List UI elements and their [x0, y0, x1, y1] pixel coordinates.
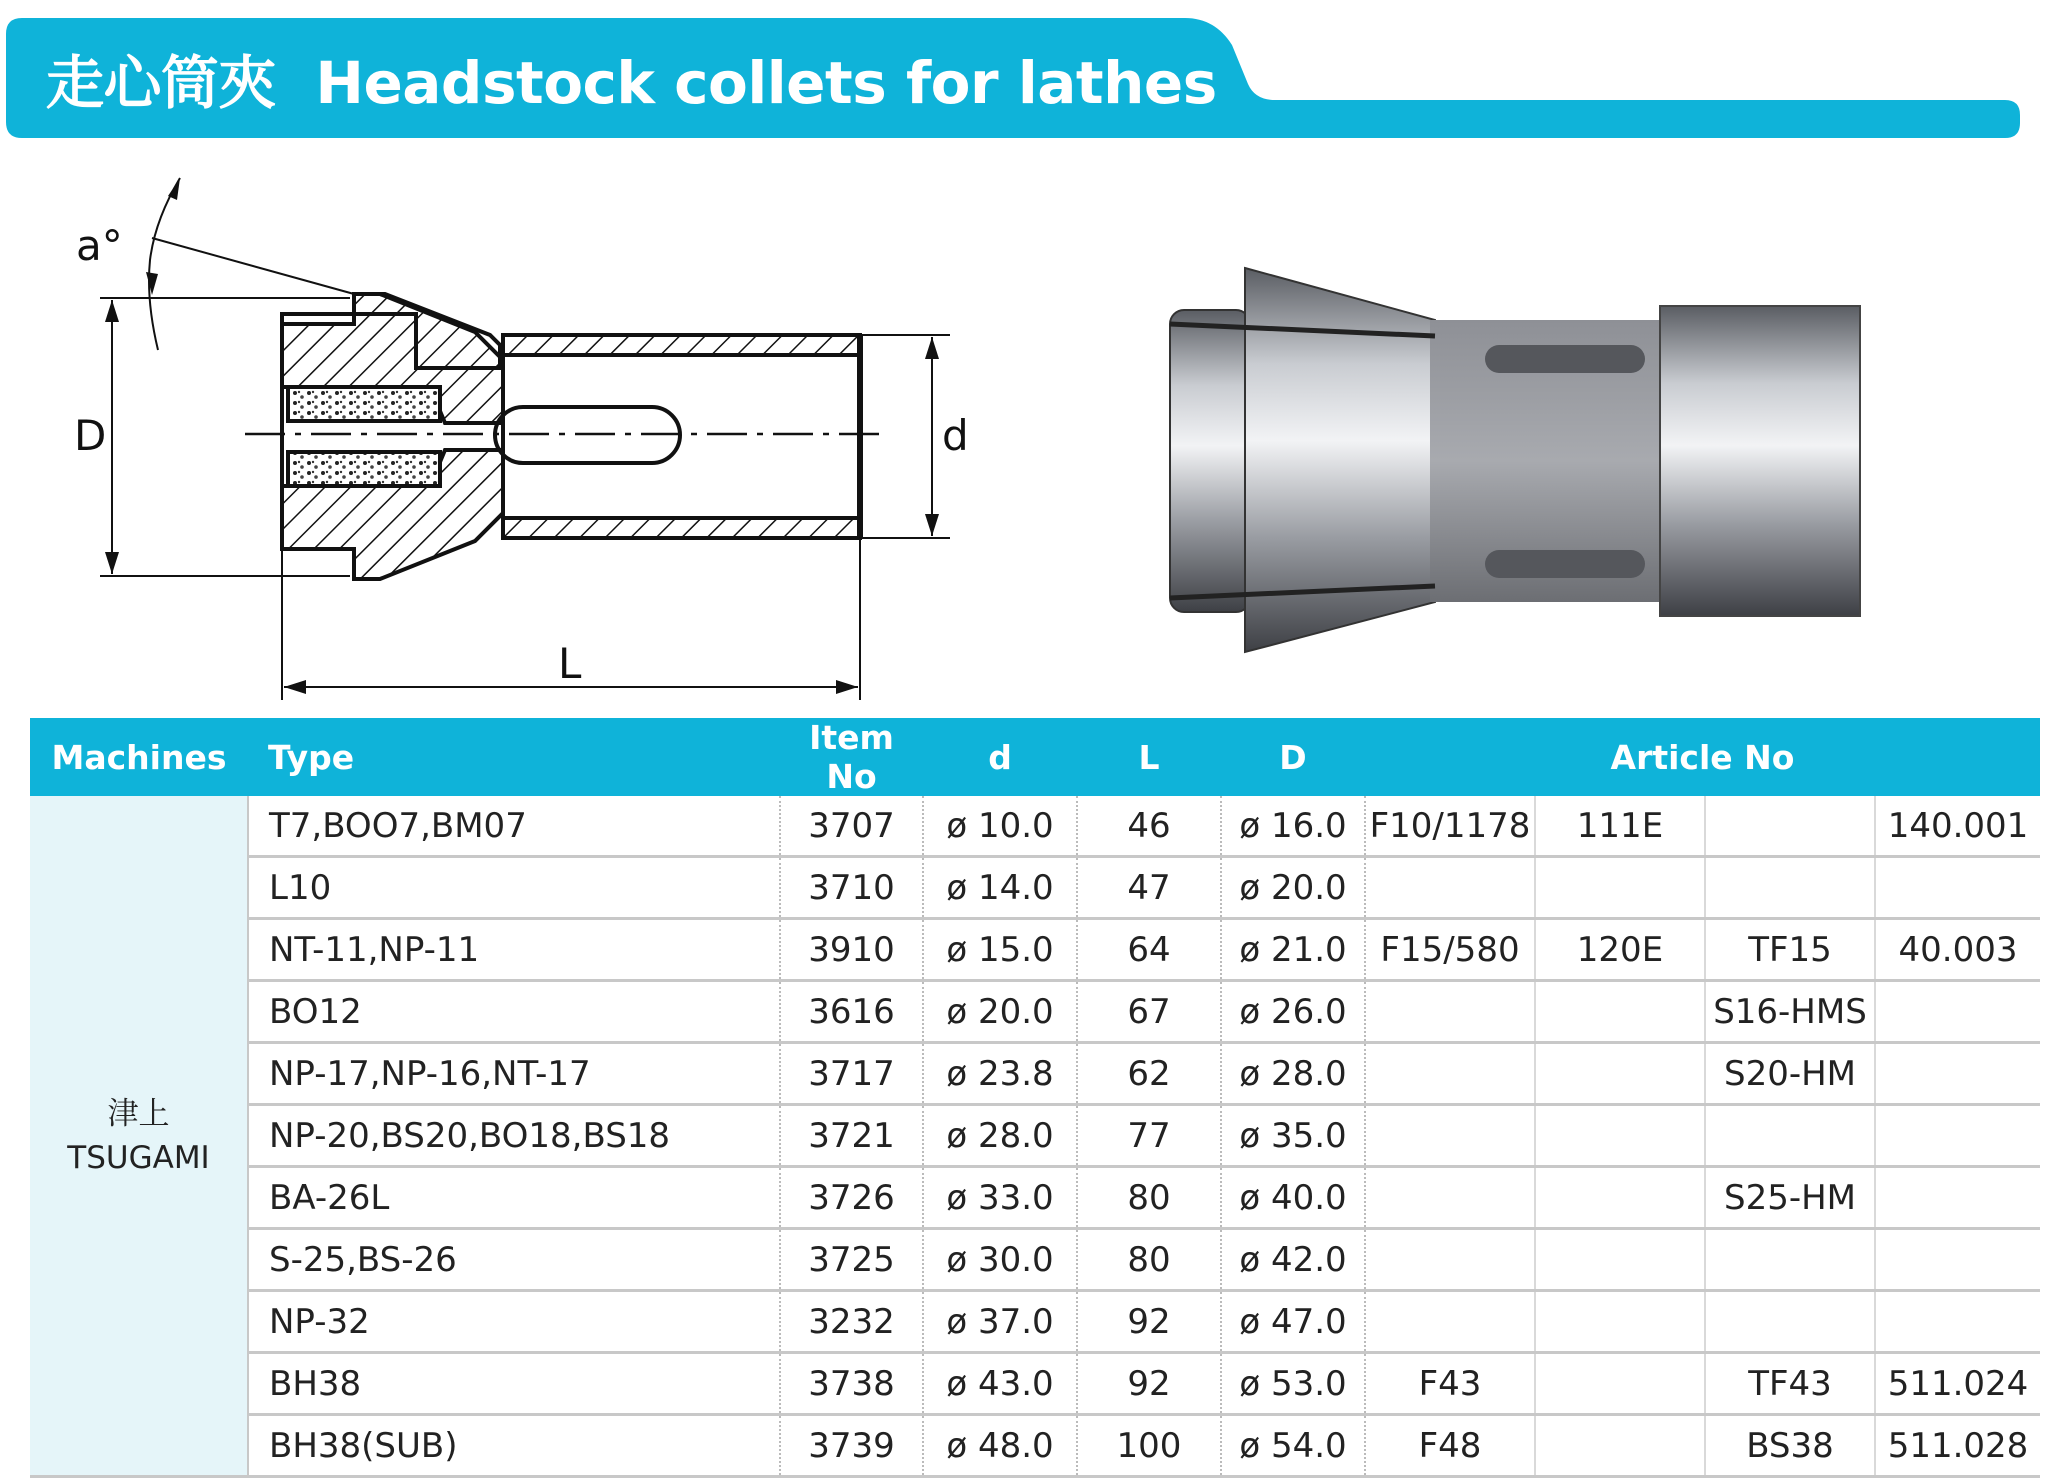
cell-type: T7,BOO7,BM07 [248, 796, 780, 857]
cell-L: 92 [1077, 1291, 1221, 1353]
cell-article-2: 111E [1535, 796, 1705, 857]
header-d: d [923, 718, 1077, 796]
cell-d: ø 30.0 [923, 1229, 1077, 1291]
cell-article-2 [1535, 1291, 1705, 1353]
cell-D: ø 54.0 [1221, 1415, 1365, 1477]
angle-label: a° [76, 221, 123, 270]
cell-item-no: 3738 [780, 1353, 923, 1415]
cell-article-4 [1875, 1229, 2040, 1291]
cell-article-1 [1365, 1229, 1535, 1291]
cell-L: 67 [1077, 981, 1221, 1043]
cell-article-2 [1535, 1105, 1705, 1167]
cell-d: ø 14.0 [923, 857, 1077, 919]
cell-article-3: TF15 [1705, 919, 1875, 981]
cell-article-4 [1875, 1105, 2040, 1167]
cell-D: ø 35.0 [1221, 1105, 1365, 1167]
cell-type: S-25,BS-26 [248, 1229, 780, 1291]
table-row [30, 981, 2040, 1043]
diameter-d-label: d [942, 411, 969, 460]
cell-article-2 [1535, 981, 1705, 1043]
collet-product-image [1150, 260, 1910, 660]
cell-type: NP-17,NP-16,NT-17 [248, 1043, 780, 1105]
cell-d: ø 43.0 [923, 1353, 1077, 1415]
cell-L: 100 [1077, 1415, 1221, 1477]
cell-article-1 [1365, 857, 1535, 919]
diameter-D-label: D [74, 411, 107, 460]
table-row [30, 919, 2040, 981]
collet-technical-drawing [40, 160, 1000, 720]
cell-article-4 [1875, 1043, 2040, 1105]
title-chinese: 走心筒夾 [46, 49, 277, 117]
table-row [30, 1291, 2040, 1353]
cell-article-2 [1535, 1353, 1705, 1415]
cell-article-1: F43 [1365, 1353, 1535, 1415]
cell-article-4 [1875, 857, 2040, 919]
cell-article-4: 511.028 [1875, 1415, 2040, 1477]
cell-article-4: 511.024 [1875, 1353, 2040, 1415]
table-header-row [30, 718, 2040, 796]
cell-article-4: 40.003 [1875, 919, 2040, 981]
cell-article-3 [1705, 796, 1875, 857]
header-item-no: Item No [780, 718, 923, 796]
title-english: Headstock collets for lathes [315, 49, 1217, 117]
cell-article-2 [1535, 1415, 1705, 1477]
cell-item-no: 3232 [780, 1291, 923, 1353]
cell-d: ø 10.0 [923, 796, 1077, 857]
cell-article-4 [1875, 1167, 2040, 1229]
cell-D: ø 21.0 [1221, 919, 1365, 981]
table-row [30, 796, 2040, 857]
cell-article-2 [1535, 857, 1705, 919]
cell-article-3: S16-HMS [1705, 981, 1875, 1043]
cell-type: BO12 [248, 981, 780, 1043]
cell-L: 62 [1077, 1043, 1221, 1105]
cell-L: 46 [1077, 796, 1221, 857]
cell-article-2: 120E [1535, 919, 1705, 981]
cell-article-4: 140.001 [1875, 796, 2040, 857]
cell-type: L10 [248, 857, 780, 919]
cell-D: ø 40.0 [1221, 1167, 1365, 1229]
cell-D: ø 42.0 [1221, 1229, 1365, 1291]
cell-article-3 [1705, 857, 1875, 919]
cell-article-1 [1365, 1043, 1535, 1105]
length-L-label: L [558, 639, 582, 688]
cell-item-no: 3726 [780, 1167, 923, 1229]
cell-L: 80 [1077, 1167, 1221, 1229]
cell-item-no: 3721 [780, 1105, 923, 1167]
cell-d: ø 15.0 [923, 919, 1077, 981]
cell-type: NT-11,NP-11 [248, 919, 780, 981]
header-type: Type [248, 718, 780, 796]
cell-article-2 [1535, 1043, 1705, 1105]
cell-article-1 [1365, 981, 1535, 1043]
cell-D: ø 28.0 [1221, 1043, 1365, 1105]
machine-cell [30, 796, 248, 1477]
table-row [30, 1353, 2040, 1415]
page-title [46, 38, 1217, 128]
cell-type: BH38 [248, 1353, 780, 1415]
cell-article-2 [1535, 1229, 1705, 1291]
header-D: D [1221, 718, 1365, 796]
header-L: L [1077, 718, 1221, 796]
cell-article-3: S20-HM [1705, 1043, 1875, 1105]
table-row [30, 1415, 2040, 1477]
cell-item-no: 3717 [780, 1043, 923, 1105]
cell-article-4 [1875, 1291, 2040, 1353]
cell-article-3: BS38 [1705, 1415, 1875, 1477]
cell-d: ø 48.0 [923, 1415, 1077, 1477]
cell-L: 80 [1077, 1229, 1221, 1291]
cell-L: 77 [1077, 1105, 1221, 1167]
machine-name-english: TSUGAMI [67, 1139, 210, 1176]
cell-type: BH38(SUB) [248, 1415, 780, 1477]
cell-item-no: 3910 [780, 919, 923, 981]
header-article-no: Article No [1365, 718, 2040, 796]
table-row [30, 1105, 2040, 1167]
table-row [30, 1229, 2040, 1291]
table-row [30, 857, 2040, 919]
cell-article-1 [1365, 1291, 1535, 1353]
cell-item-no: 3707 [780, 796, 923, 857]
cell-D: ø 16.0 [1221, 796, 1365, 857]
cell-article-1 [1365, 1105, 1535, 1167]
cell-d: ø 23.8 [923, 1043, 1077, 1105]
cell-L: 64 [1077, 919, 1221, 981]
table-row [30, 1043, 2040, 1105]
cell-article-3 [1705, 1229, 1875, 1291]
cell-item-no: 3710 [780, 857, 923, 919]
cell-D: ø 20.0 [1221, 857, 1365, 919]
machine-name-chinese: 津上 [107, 1095, 170, 1132]
collet-spec-table [30, 718, 2040, 1478]
cell-type: NP-20,BS20,BO18,BS18 [248, 1105, 780, 1167]
cell-article-3 [1705, 1291, 1875, 1353]
cell-article-3: TF43 [1705, 1353, 1875, 1415]
cell-d: ø 28.0 [923, 1105, 1077, 1167]
cell-article-1: F15/580 [1365, 919, 1535, 981]
header-machines: Machines [30, 718, 248, 796]
cell-d: ø 37.0 [923, 1291, 1077, 1353]
table-row [30, 1167, 2040, 1229]
cell-type: BA-26L [248, 1167, 780, 1229]
cell-D: ø 47.0 [1221, 1291, 1365, 1353]
cell-d: ø 33.0 [923, 1167, 1077, 1229]
cell-L: 47 [1077, 857, 1221, 919]
cell-article-3 [1705, 1105, 1875, 1167]
cell-item-no: 3725 [780, 1229, 923, 1291]
cell-D: ø 53.0 [1221, 1353, 1365, 1415]
cell-item-no: 3739 [780, 1415, 923, 1477]
cell-item-no: 3616 [780, 981, 923, 1043]
cell-article-2 [1535, 1167, 1705, 1229]
cell-d: ø 20.0 [923, 981, 1077, 1043]
cell-article-1 [1365, 1167, 1535, 1229]
cell-article-1: F10/1178 [1365, 796, 1535, 857]
cell-D: ø 26.0 [1221, 981, 1365, 1043]
cell-type: NP-32 [248, 1291, 780, 1353]
cell-article-1: F48 [1365, 1415, 1535, 1477]
cell-article-3: S25-HM [1705, 1167, 1875, 1229]
cell-L: 92 [1077, 1353, 1221, 1415]
cell-article-4 [1875, 981, 2040, 1043]
